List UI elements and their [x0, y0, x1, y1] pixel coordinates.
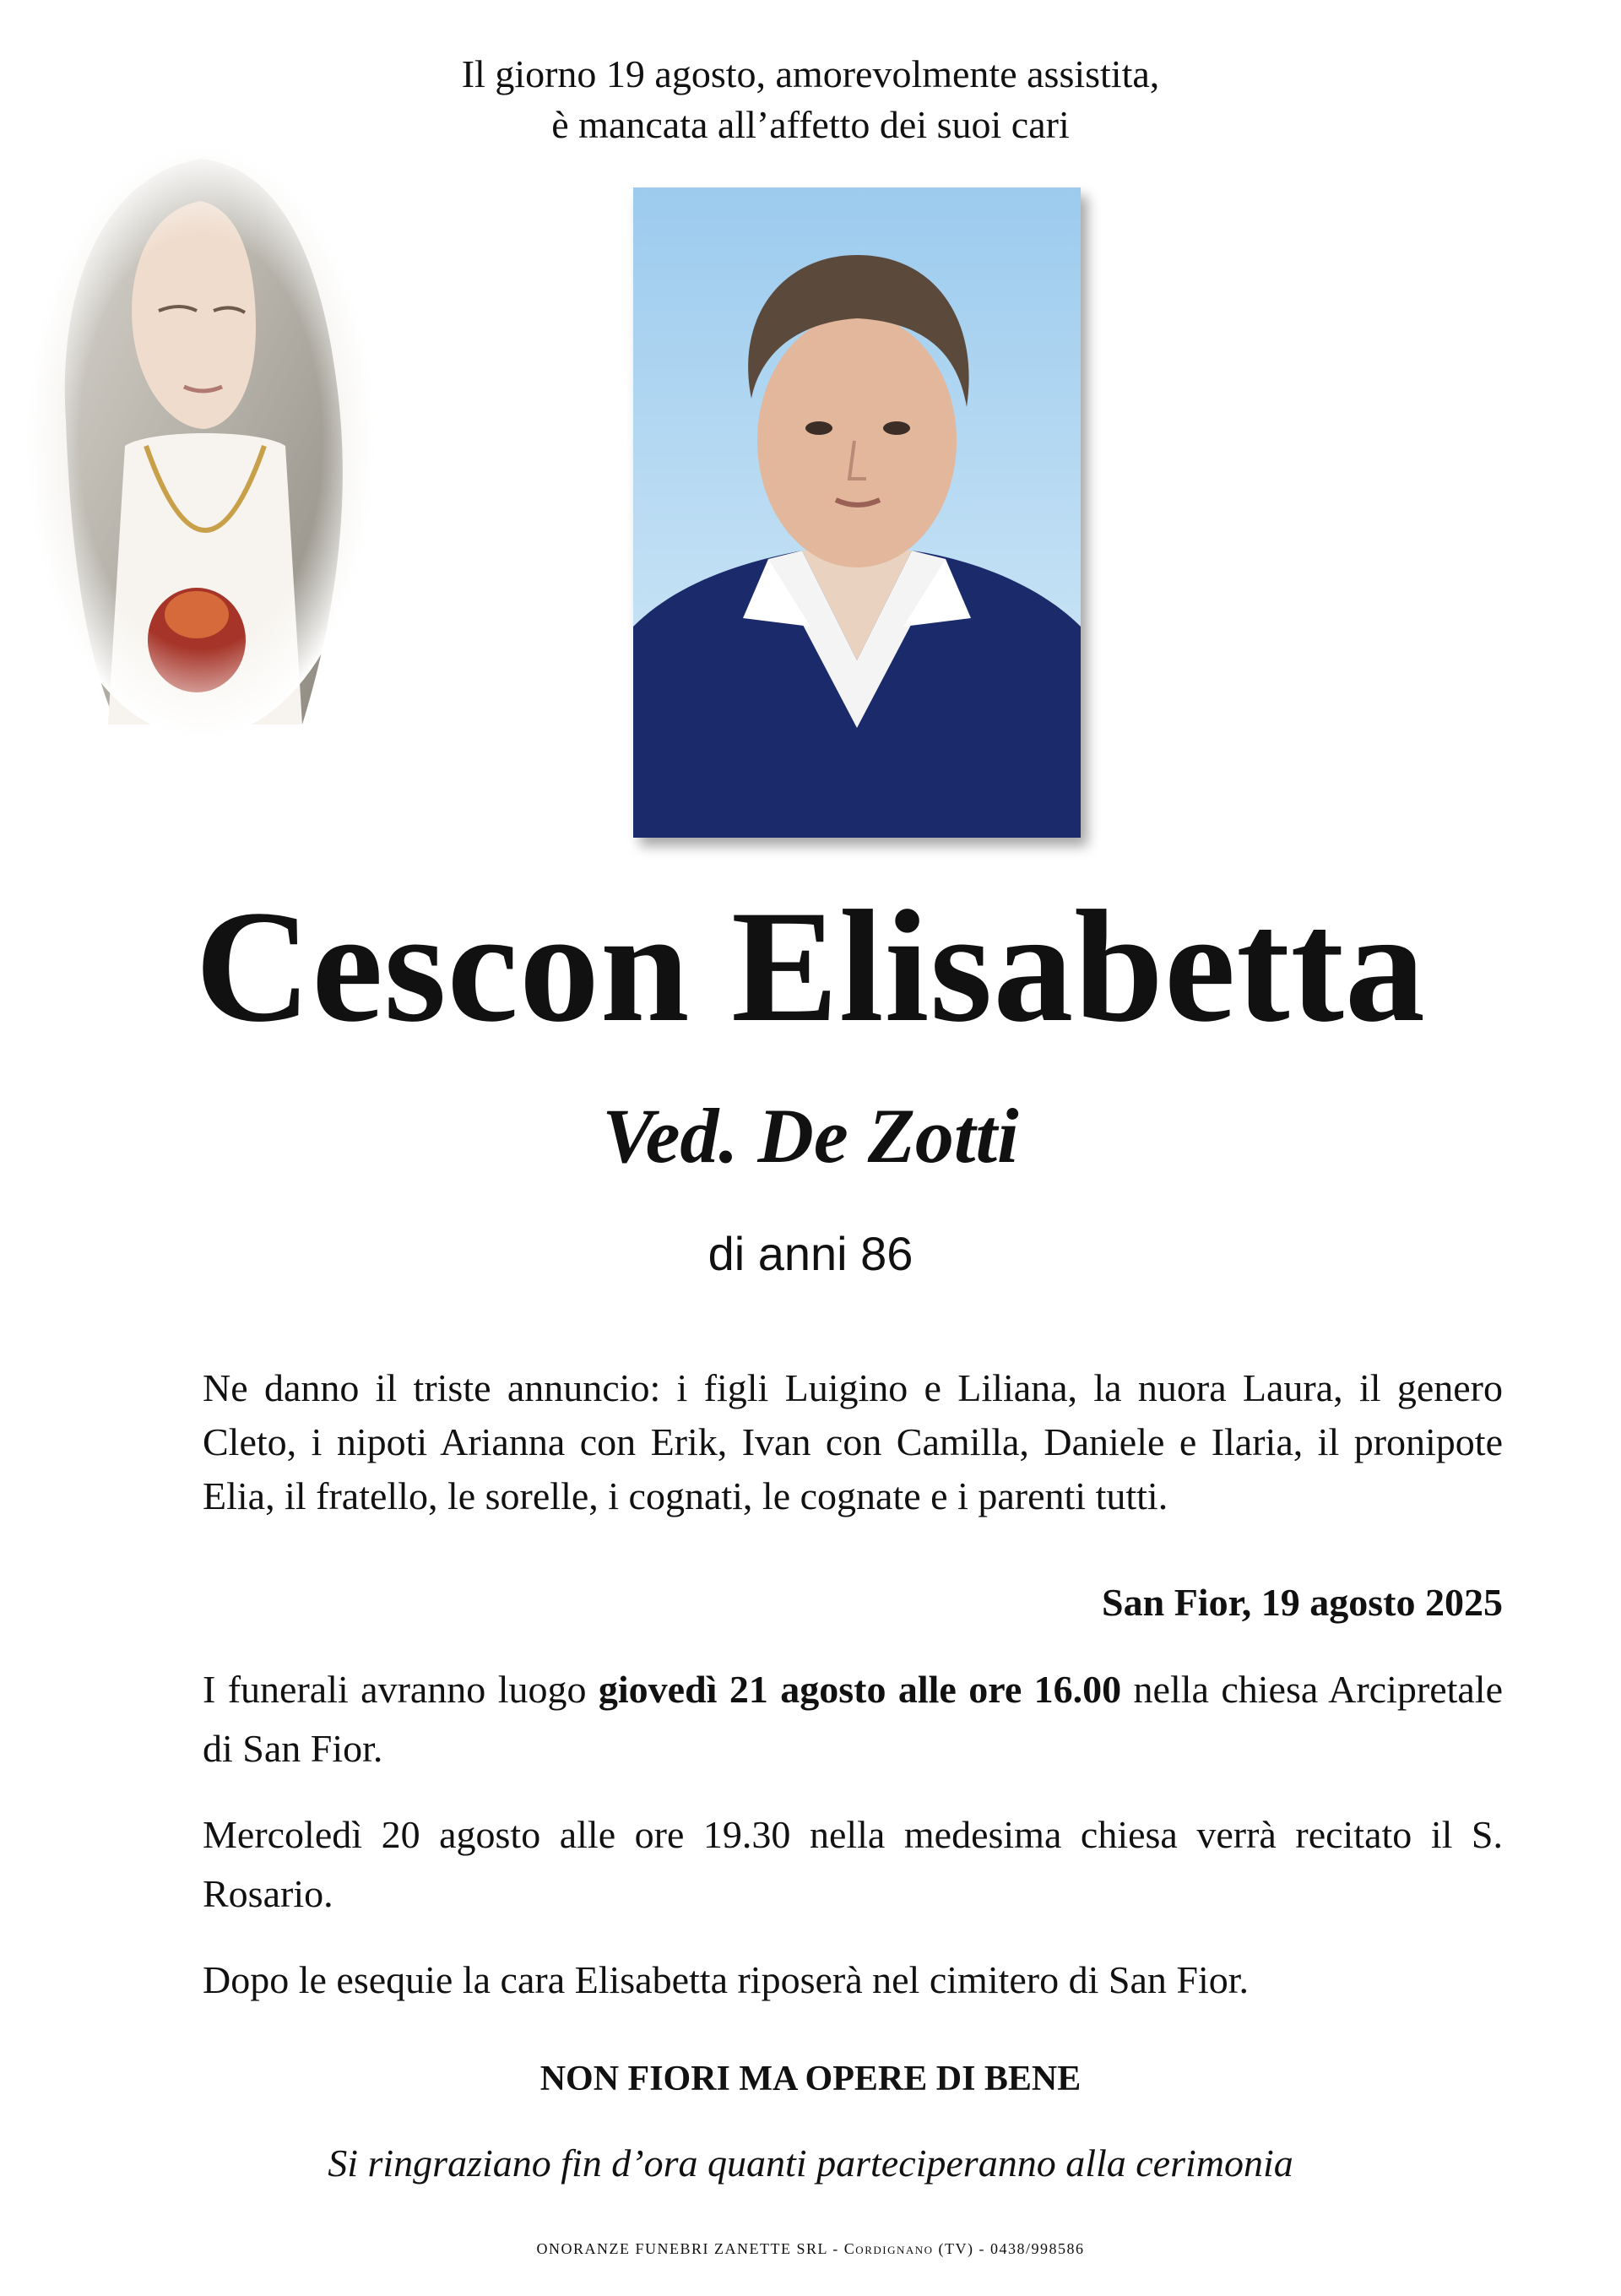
funeral-info [203, 1660, 1503, 1778]
announcement-text: Ne danno il triste annuncio: i figli Luigino e Liliana, la nuora Laura, il genero Cleto, i nipoti Arianna con Erik, Ivan con Camilla, Daniele e Ilaria, il pronipote Elia, il fratello, le sorelle, i cognati, le cognate e i parenti tutti. [203, 1366, 1503, 1517]
deceased-age: di anni 86 [707, 1227, 914, 1280]
funeral-prefix: I funerali avranno luogo [203, 1668, 599, 1711]
widow-of: Ved. De Zotti [602, 1093, 1019, 1179]
funeral-suffix: nella chiesa Arcipretale di San Fior. [203, 1668, 1504, 1770]
madonna-image [24, 142, 378, 741]
funeral-datetime: giovedì 21 agosto alle ore 16.00 [598, 1668, 1122, 1711]
intro-line-1: Il giorno 19 agosto, amorevolmente assistita, [461, 52, 1160, 95]
burial-info: Dopo le esequie la cara Elisabetta riposerà nel cimitero di San Fior. [203, 1958, 1250, 2001]
intro-line-2: è mancata all’affetto dei suoi cari [551, 103, 1070, 146]
thanks-text: Si ringraziano fin d’ora quanti parteciperanno alla cerimonia [328, 2141, 1293, 2185]
rosary-info: Mercoledì 20 agosto alle ore 19.30 nella medesima chiesa verrà recitato il S. Rosario. [203, 1813, 1503, 1915]
no-flowers-request: NON FIORI MA OPERE DI BENE [539, 2060, 1082, 2098]
place-date: San Fior, 19 agosto 2025 [1102, 1581, 1503, 1624]
intro-text [0, 49, 1621, 150]
funeral-home-footer: ONORANZE FUNEBRI ZANETTE SRL - Cordignano (TV) - 0438/998586 [536, 2240, 1085, 2257]
deceased-name: Cescon Elisabetta [195, 878, 1426, 1056]
portrait-photo [633, 187, 1081, 838]
